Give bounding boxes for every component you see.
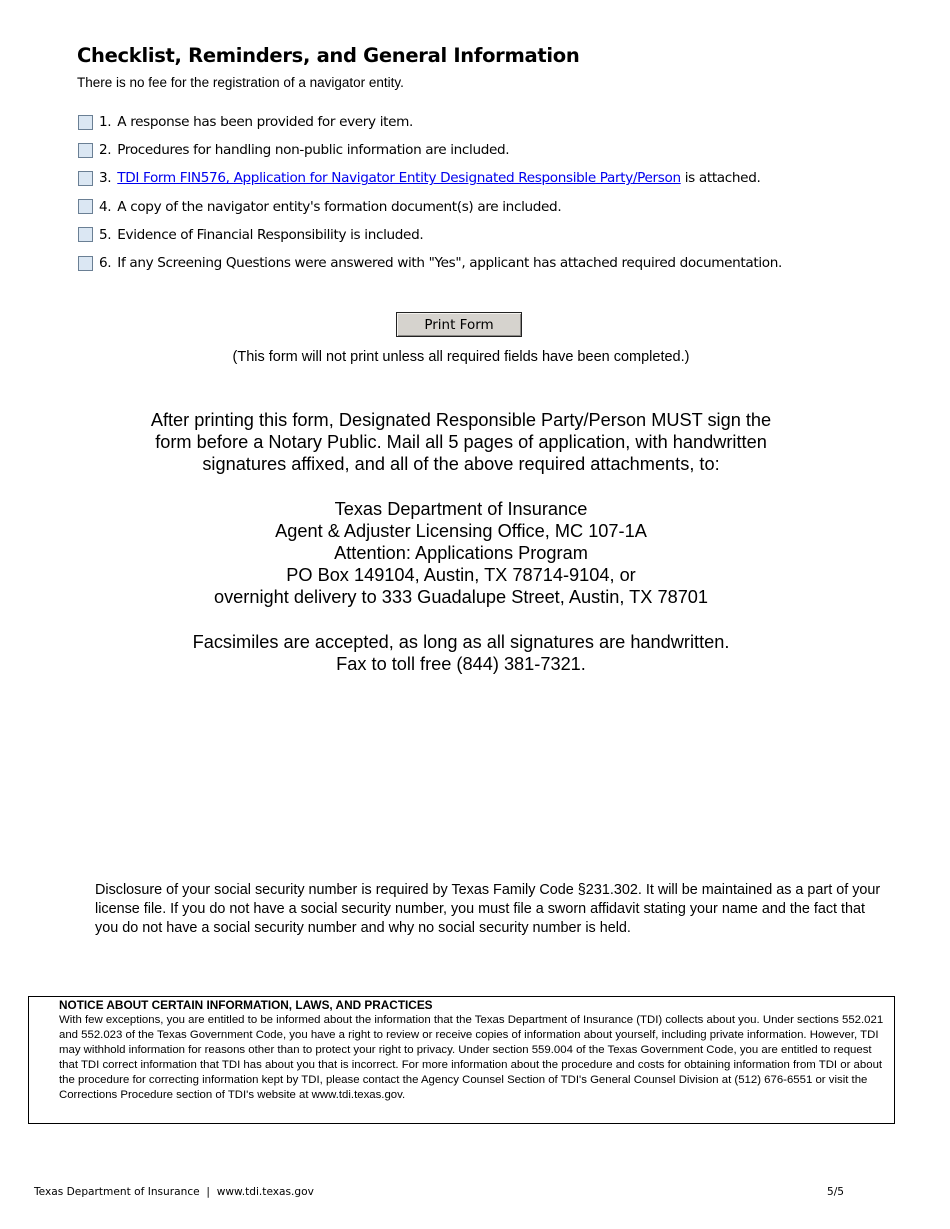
item-text: Procedures for handling non-public information are included. [117, 142, 510, 159]
address-line: Attention: Applications Program [334, 543, 588, 564]
checklist-item [78, 136, 782, 164]
checklist-item [78, 249, 782, 277]
item-number: 1. [99, 114, 112, 131]
item-text: A response has been provided for every item. [117, 114, 413, 131]
fax-line: Facsimiles are accepted, as long as all signatures are handwritten. [192, 631, 730, 652]
instruction-line: After printing this form, Designated Responsible Party/Person MUST sign the [150, 410, 772, 430]
mailing-instructions [0, 409, 922, 675]
checklist-checkbox-3[interactable] [78, 171, 93, 186]
address-line: overnight delivery to 333 Guadalupe Street, Austin, TX 78701 [213, 587, 709, 608]
address-line: Texas Department of Insurance [334, 498, 588, 519]
page-title: Checklist, Reminders, and General Information [77, 44, 580, 67]
item-number: 5. [99, 226, 112, 243]
fax-line: Fax to toll free (844) 381-7321. [336, 653, 586, 674]
page-number: 5/5 [827, 1186, 845, 1198]
address-line: PO Box 149104, Austin, TX 78714-9104, or [286, 565, 636, 586]
fin576-form-link[interactable]: TDI Form FIN576, Application for Navigator Entity Designated Responsible Party/Person [117, 170, 681, 187]
checklist-item [78, 108, 782, 136]
checklist-checkbox-2[interactable] [78, 143, 93, 158]
item-number: 2. [99, 142, 112, 159]
checklist-item [78, 221, 782, 249]
print-form-button[interactable]: Print Form [396, 312, 522, 337]
ssn-disclosure: Disclosure of your social security number is required by Texas Family Code §231.302. It will be maintained as a part of your license file. If you do not have a social security number, you must file a sworn affidavit stating your name and the fact that you do not have a social security number and why no social security number is held. [95, 882, 881, 937]
privacy-notice-box [28, 996, 895, 1124]
checklist-item [78, 164, 782, 192]
notice-title: NOTICE ABOUT CERTAIN INFORMATION, LAWS, AND PRACTICES [59, 998, 433, 1012]
checklist-checkbox-1[interactable] [78, 115, 93, 130]
item-text: If any Screening Questions were answered with "Yes", applicant has attached required documentation. [117, 255, 782, 272]
checklist-checkbox-4[interactable] [78, 199, 93, 214]
checklist [78, 108, 782, 277]
fee-notice: There is no fee for the registration of a navigator entity. [77, 75, 404, 90]
instruction-line: form before a Notary Public. Mail all 5 pages of application, with handwritten [155, 432, 767, 453]
print-requirement-note: (This form will not print unless all required fields have been completed.) [232, 349, 690, 365]
instruction-line: signatures affixed, and all of the above required attachments, to: [202, 454, 720, 475]
item-number: 4. [99, 198, 112, 215]
item-number: 3. [99, 170, 112, 187]
address-line: Agent & Adjuster Licensing Office, MC 107-1A [275, 520, 647, 541]
checklist-item [78, 193, 782, 221]
checklist-checkbox-5[interactable] [78, 227, 93, 242]
notice-body: With few exceptions, you are entitled to be informed about the information that the Texas Department of Insurance (TDI) collects about you. Under sections 552.021 and 552.023 of the Texas Government Code, you have a right to review or receive copies of information about yourself, including private information. However, TDI may withhold information for reasons other than to protect your right to privacy. Under section 559.004 of the Texas Government Code, you are entitled to request that TDI correct information that TDI has about you that is incorrect. For more information about the procedure and costs for obtaining information from TDI or about the procedure for correcting information kept by TDI, please contact the Agency Counsel Section of TDI's General Counsel Division at (512) 676-6551 or visit the Corrections Procedure section of TDI's website at www.tdi.texas.gov. [59, 1014, 884, 1101]
item-text: is attached. [680, 170, 761, 187]
item-text: A copy of the navigator entity's formation document(s) are included. [117, 198, 562, 215]
checklist-checkbox-6[interactable] [78, 256, 93, 271]
item-text: Evidence of Financial Responsibility is included. [117, 226, 424, 243]
item-number: 6. [99, 255, 112, 272]
footer-agency: Texas Department of Insurance | www.tdi.texas.gov [34, 1186, 314, 1198]
